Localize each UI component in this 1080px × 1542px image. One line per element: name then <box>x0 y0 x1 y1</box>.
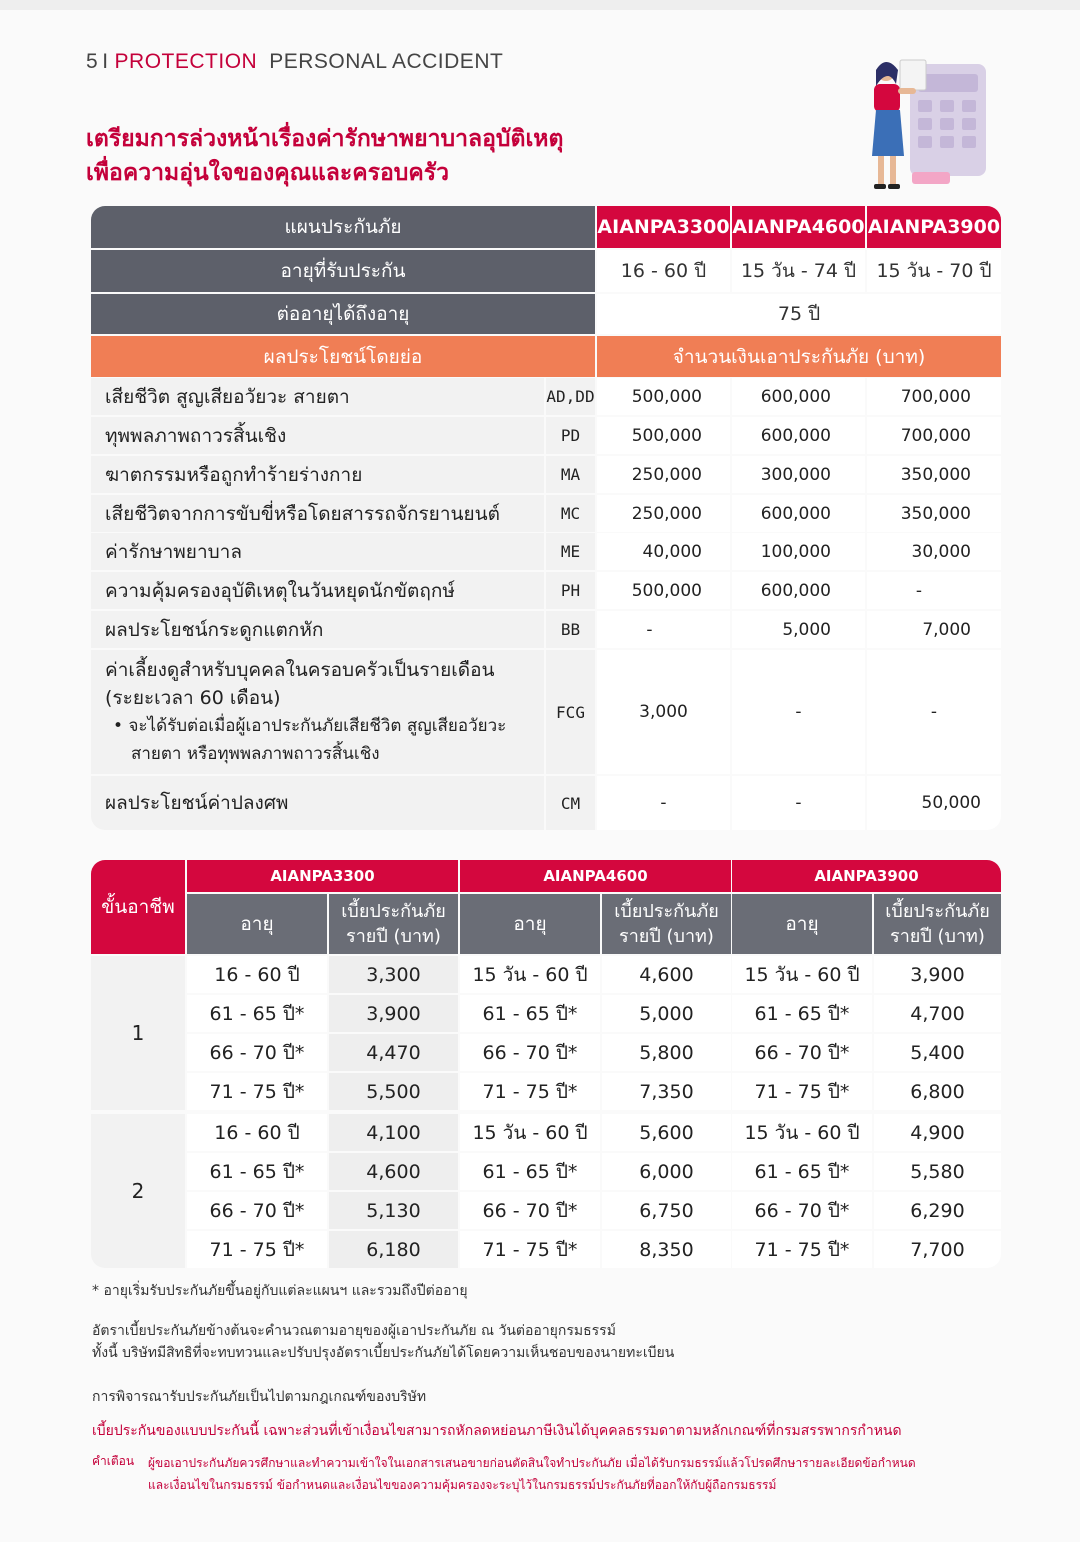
premium-header-line-2: รายปี (บาท) <box>890 926 985 947</box>
age-range-cell: 61 - 65 ปี* <box>732 1153 872 1190</box>
plan-header-3: AIANPA3900 <box>867 206 1001 248</box>
header-category: PROTECTION <box>114 50 258 73</box>
benefit-row-value: 700,000 <box>867 378 1001 415</box>
benefit-row-value: 7,000 <box>867 611 1001 648</box>
benefit-row-value: 350,000 <box>867 456 1001 493</box>
benefit-row-value: 30,000 <box>867 533 1001 570</box>
benefit-row-code: PH <box>546 572 595 609</box>
note-rate <box>92 1320 674 1364</box>
plan-header-1: AIANPA3300 <box>597 206 730 248</box>
age-column-header: อายุ <box>187 894 327 954</box>
premium-plan-header: AIANPA3300 <box>187 860 458 892</box>
premium-cell: 5,580 <box>874 1153 1001 1190</box>
note-warning-line-1: ผู้ขอเอาประกันภัยควรศึกษาและทำความเข้าใจในเอกสารเสนอขายก่อนตัดสินใจทำประกันภัย เมื่อได้รับกรมธรรม์แล้วโปรดศึกษารายละเอียดข้อกำหนด <box>148 1456 916 1470</box>
fcg-label-line-1: ค่าเลี้ยงดูสำหรับบุคคลในครอบครัวเป็นรายเดือน <box>105 659 495 681</box>
note-rate-line-1: อัตราเบี้ยประกันภัยข้างต้นจะคำนวณตามอายุของผู้เอาประกันภัย ณ วันต่ออายุกรมธรรม์ <box>92 1323 616 1339</box>
age-range-cell: 61 - 65 ปี* <box>460 995 600 1032</box>
benefit-row-value: - <box>597 611 730 648</box>
premium-cell: 8,350 <box>602 1231 731 1268</box>
page-header <box>86 50 503 74</box>
benefit-row-label: ค่ารักษาพยาบาล <box>91 533 544 570</box>
title-line-1: เตรียมการล่วงหน้าเรื่องค่ารักษาพยาบาลอุบัติเหตุ <box>86 126 564 152</box>
benefit-label: ผลประโยชน์โดยย่อ <box>91 336 595 377</box>
plan-label: แผนประกันภัย <box>91 206 595 248</box>
premium-cell: 5,130 <box>329 1192 458 1229</box>
benefit-row-value: 700,000 <box>867 417 1001 454</box>
premium-column-header <box>329 894 458 954</box>
age-range-cell: 71 - 75 ปี* <box>187 1231 327 1268</box>
benefit-row-code: MC <box>546 495 595 532</box>
renew-value: 75 ปี <box>597 294 1001 334</box>
age-column-header: อายุ <box>460 894 600 954</box>
note-asterisk: * อายุเริ่มรับประกันภัยขึ้นอยู่กับแต่ละแผนฯ และรวมถึงปีต่ออายุ <box>92 1283 468 1299</box>
premium-cell: 6,000 <box>602 1153 731 1190</box>
premium-cell: 6,750 <box>602 1192 731 1229</box>
benefit-row-value: 250,000 <box>597 495 730 532</box>
benefit-row-value: 600,000 <box>732 572 865 609</box>
benefit-row-value: 100,000 <box>732 533 865 570</box>
age-range-cell: 16 - 60 ปี <box>187 956 327 993</box>
benefit-row-value: 600,000 <box>732 495 865 532</box>
premium-cell: 4,100 <box>329 1114 458 1151</box>
fcg-note <box>105 712 506 740</box>
premium-cell: 5,800 <box>602 1034 731 1071</box>
premium-header-line-2: รายปี (บาท) <box>346 926 441 947</box>
fcg-value: - <box>732 650 865 774</box>
fcg-value: - <box>867 650 1001 774</box>
occupation-class: 2 <box>91 1114 185 1268</box>
cm-value: - <box>597 776 730 830</box>
benefit-row-code: PD <box>546 417 595 454</box>
age-range-cell: 66 - 70 ปี* <box>460 1192 600 1229</box>
benefit-row-value: 300,000 <box>732 456 865 493</box>
premium-cell: 5,600 <box>602 1114 731 1151</box>
benefit-row-label: เสียชีวิต สูญเสียอวัยวะ สายตา <box>91 378 544 415</box>
benefit-row-value: 40,000 <box>597 533 730 570</box>
note-warning-line-2: และเงื่อนไขในกรมธรรม์ ข้อกำหนดและเงื่อนไขของความคุ้มครองจะระบุไว้ในกรมธรรม์ประกันภัยที่ออกให้กับผู้ถือกรมธรรม์ <box>148 1478 777 1492</box>
premium-cell: 5,500 <box>329 1073 458 1110</box>
premium-cell: 4,900 <box>874 1114 1001 1151</box>
woman-calculator-illustration <box>860 52 1010 200</box>
premium-cell: 4,470 <box>329 1034 458 1071</box>
sum-insured-label: จำนวนเงินเอาประกันภัย (บาท) <box>597 336 1001 377</box>
premium-header-line-1: เบี้ยประกันภัย <box>885 901 990 922</box>
age-range-cell: 66 - 70 ปี* <box>187 1034 327 1071</box>
age-range-cell: 66 - 70 ปี* <box>732 1192 872 1229</box>
class-label: ขั้นอาชีพ <box>91 860 185 954</box>
benefit-row-label: ทุพพลภาพถาวรสิ้นเชิง <box>91 417 544 454</box>
age-range-cell: 61 - 65 ปี* <box>187 1153 327 1190</box>
age-range-cell: 61 - 65 ปี* <box>187 995 327 1032</box>
age-range-cell: 66 - 70 ปี* <box>732 1034 872 1071</box>
age-range-cell: 15 วัน - 60 ปี <box>460 1114 600 1151</box>
fcg-value: 3,000 <box>597 650 730 774</box>
age-range-cell: 15 วัน - 60 ปี <box>732 1114 872 1151</box>
age-range-cell: 61 - 65 ปี* <box>732 995 872 1032</box>
age-range-cell: 71 - 75 ปี* <box>732 1073 872 1110</box>
cm-value: - <box>732 776 865 830</box>
age-value-2: 15 วัน - 74 ปี <box>732 250 865 292</box>
premium-cell: 6,800 <box>874 1073 1001 1110</box>
age-label: อายุที่รับประกัน <box>91 250 595 292</box>
premium-cell: 5,000 <box>602 995 731 1032</box>
occupation-class: 1 <box>91 956 185 1110</box>
cm-label: ผลประโยชน์ค่าปลงศพ <box>91 776 544 830</box>
premium-cell: 4,600 <box>329 1153 458 1190</box>
benefit-row-value: 350,000 <box>867 495 1001 532</box>
premium-header-line-1: เบี้ยประกันภัย <box>341 901 446 922</box>
benefit-row-value: 600,000 <box>732 378 865 415</box>
benefit-row-code: ME <box>546 533 595 570</box>
benefit-row-label: ความคุ้มครองอุบัติเหตุในวันหยุดนักขัตฤกษ์ <box>91 572 544 609</box>
age-range-cell: 71 - 75 ปี* <box>732 1231 872 1268</box>
premium-cell: 4,700 <box>874 995 1001 1032</box>
age-range-cell: 66 - 70 ปี* <box>187 1192 327 1229</box>
title-line-2: เพื่อความอุ่นใจของคุณและครอบครัว <box>86 160 450 186</box>
age-range-cell: 71 - 75 ปี* <box>460 1231 600 1268</box>
benefit-row-code: AD,DD <box>546 378 595 415</box>
benefit-row-code: BB <box>546 611 595 648</box>
premium-column-header <box>874 894 1001 954</box>
page-number: 5 <box>86 50 99 73</box>
age-value-1: 16 - 60 ปี <box>597 250 730 292</box>
premium-header-line-1: เบี้ยประกันภัย <box>614 901 719 922</box>
note-warning <box>148 1452 916 1496</box>
premium-plan-header: AIANPA3900 <box>732 860 1001 892</box>
page-title <box>86 122 563 190</box>
benefit-row-value: 600,000 <box>732 417 865 454</box>
age-column-header: อายุ <box>732 894 872 954</box>
fcg-note-line-1: จะได้รับต่อเมื่อผู้เอาประกันภัยเสียชีวิต สูญเสียอวัยวะ <box>128 716 507 736</box>
fcg-code: FCG <box>546 650 595 774</box>
renew-label: ต่ออายุได้ถึงอายุ <box>91 294 595 334</box>
note-rate-line-2: ทั้งนี้ บริษัทมีสิทธิที่จะทบทวนและปรับปรุงอัตราเบี้ยประกันภัยได้โดยความเห็นชอบของนายทะเบียน <box>92 1345 675 1361</box>
fcg-label-line-2: (ระยะเวลา 60 เดือน) <box>105 687 281 709</box>
note-tax: เบี้ยประกันของแบบประกันนี้ เฉพาะส่วนที่เข้าเงื่อนไขสามารถหักลดหย่อนภาษีเงินได้บุคคลธรรมดาตามหลักเกณฑ์ที่กรมสรรพากรกำหนด <box>92 1423 902 1439</box>
premium-cell: 3,900 <box>329 995 458 1032</box>
benefit-row-code: MA <box>546 456 595 493</box>
note-warning-label: คำเตือน <box>92 1454 135 1468</box>
premium-cell: 6,290 <box>874 1192 1001 1229</box>
cm-value: 50,000 <box>867 776 1001 830</box>
premium-cell: 7,700 <box>874 1231 1001 1268</box>
header-separator: I <box>102 50 109 73</box>
age-range-cell: 15 วัน - 60 ปี <box>732 956 872 993</box>
fcg-label <box>91 650 544 774</box>
benefit-row-value: 5,000 <box>732 611 865 648</box>
benefit-row-value: 500,000 <box>597 572 730 609</box>
premium-header-line-2: รายปี (บาท) <box>619 926 714 947</box>
premium-cell: 7,350 <box>602 1073 731 1110</box>
age-value-3: 15 วัน - 70 ปี <box>867 250 1001 292</box>
note-underwriting: การพิจารณารับประกันภัยเป็นไปตามกฎเกณฑ์ของบริษัท <box>92 1389 427 1405</box>
bullet-icon: • <box>113 716 129 736</box>
premium-column-header <box>602 894 731 954</box>
premium-cell: 4,600 <box>602 956 731 993</box>
premium-cell: 3,300 <box>329 956 458 993</box>
age-range-cell: 71 - 75 ปี* <box>460 1073 600 1110</box>
premium-cell: 5,400 <box>874 1034 1001 1071</box>
age-range-cell: 16 - 60 ปี <box>187 1114 327 1151</box>
cm-code: CM <box>546 776 595 830</box>
top-strip <box>0 0 1080 10</box>
benefit-row-label: ผลประโยชน์กระดูกแตกหัก <box>91 611 544 648</box>
age-range-cell: 61 - 65 ปี* <box>460 1153 600 1190</box>
premium-plan-header: AIANPA4600 <box>460 860 731 892</box>
benefit-row-value: 250,000 <box>597 456 730 493</box>
age-range-cell: 15 วัน - 60 ปี <box>460 956 600 993</box>
fcg-note-line-2: สายตา หรือทุพพลภาพถาวรสิ้นเชิง <box>131 744 380 764</box>
header-subtitle: PERSONAL ACCIDENT <box>269 50 504 73</box>
benefit-row-label: เสียชีวิตจากการขับขี่หรือโดยสารรถจักรยานยนต์ <box>91 495 544 532</box>
premium-cell: 6,180 <box>329 1231 458 1268</box>
age-range-cell: 66 - 70 ปี* <box>460 1034 600 1071</box>
premium-cell: 3,900 <box>874 956 1001 993</box>
benefit-row-value: - <box>867 572 1001 609</box>
benefit-row-value: 500,000 <box>597 378 730 415</box>
benefit-row-label: ฆาตกรรมหรือถูกทำร้ายร่างกาย <box>91 456 544 493</box>
benefit-row-value: 500,000 <box>597 417 730 454</box>
plan-header-2: AIANPA4600 <box>732 206 865 248</box>
age-range-cell: 71 - 75 ปี* <box>187 1073 327 1110</box>
